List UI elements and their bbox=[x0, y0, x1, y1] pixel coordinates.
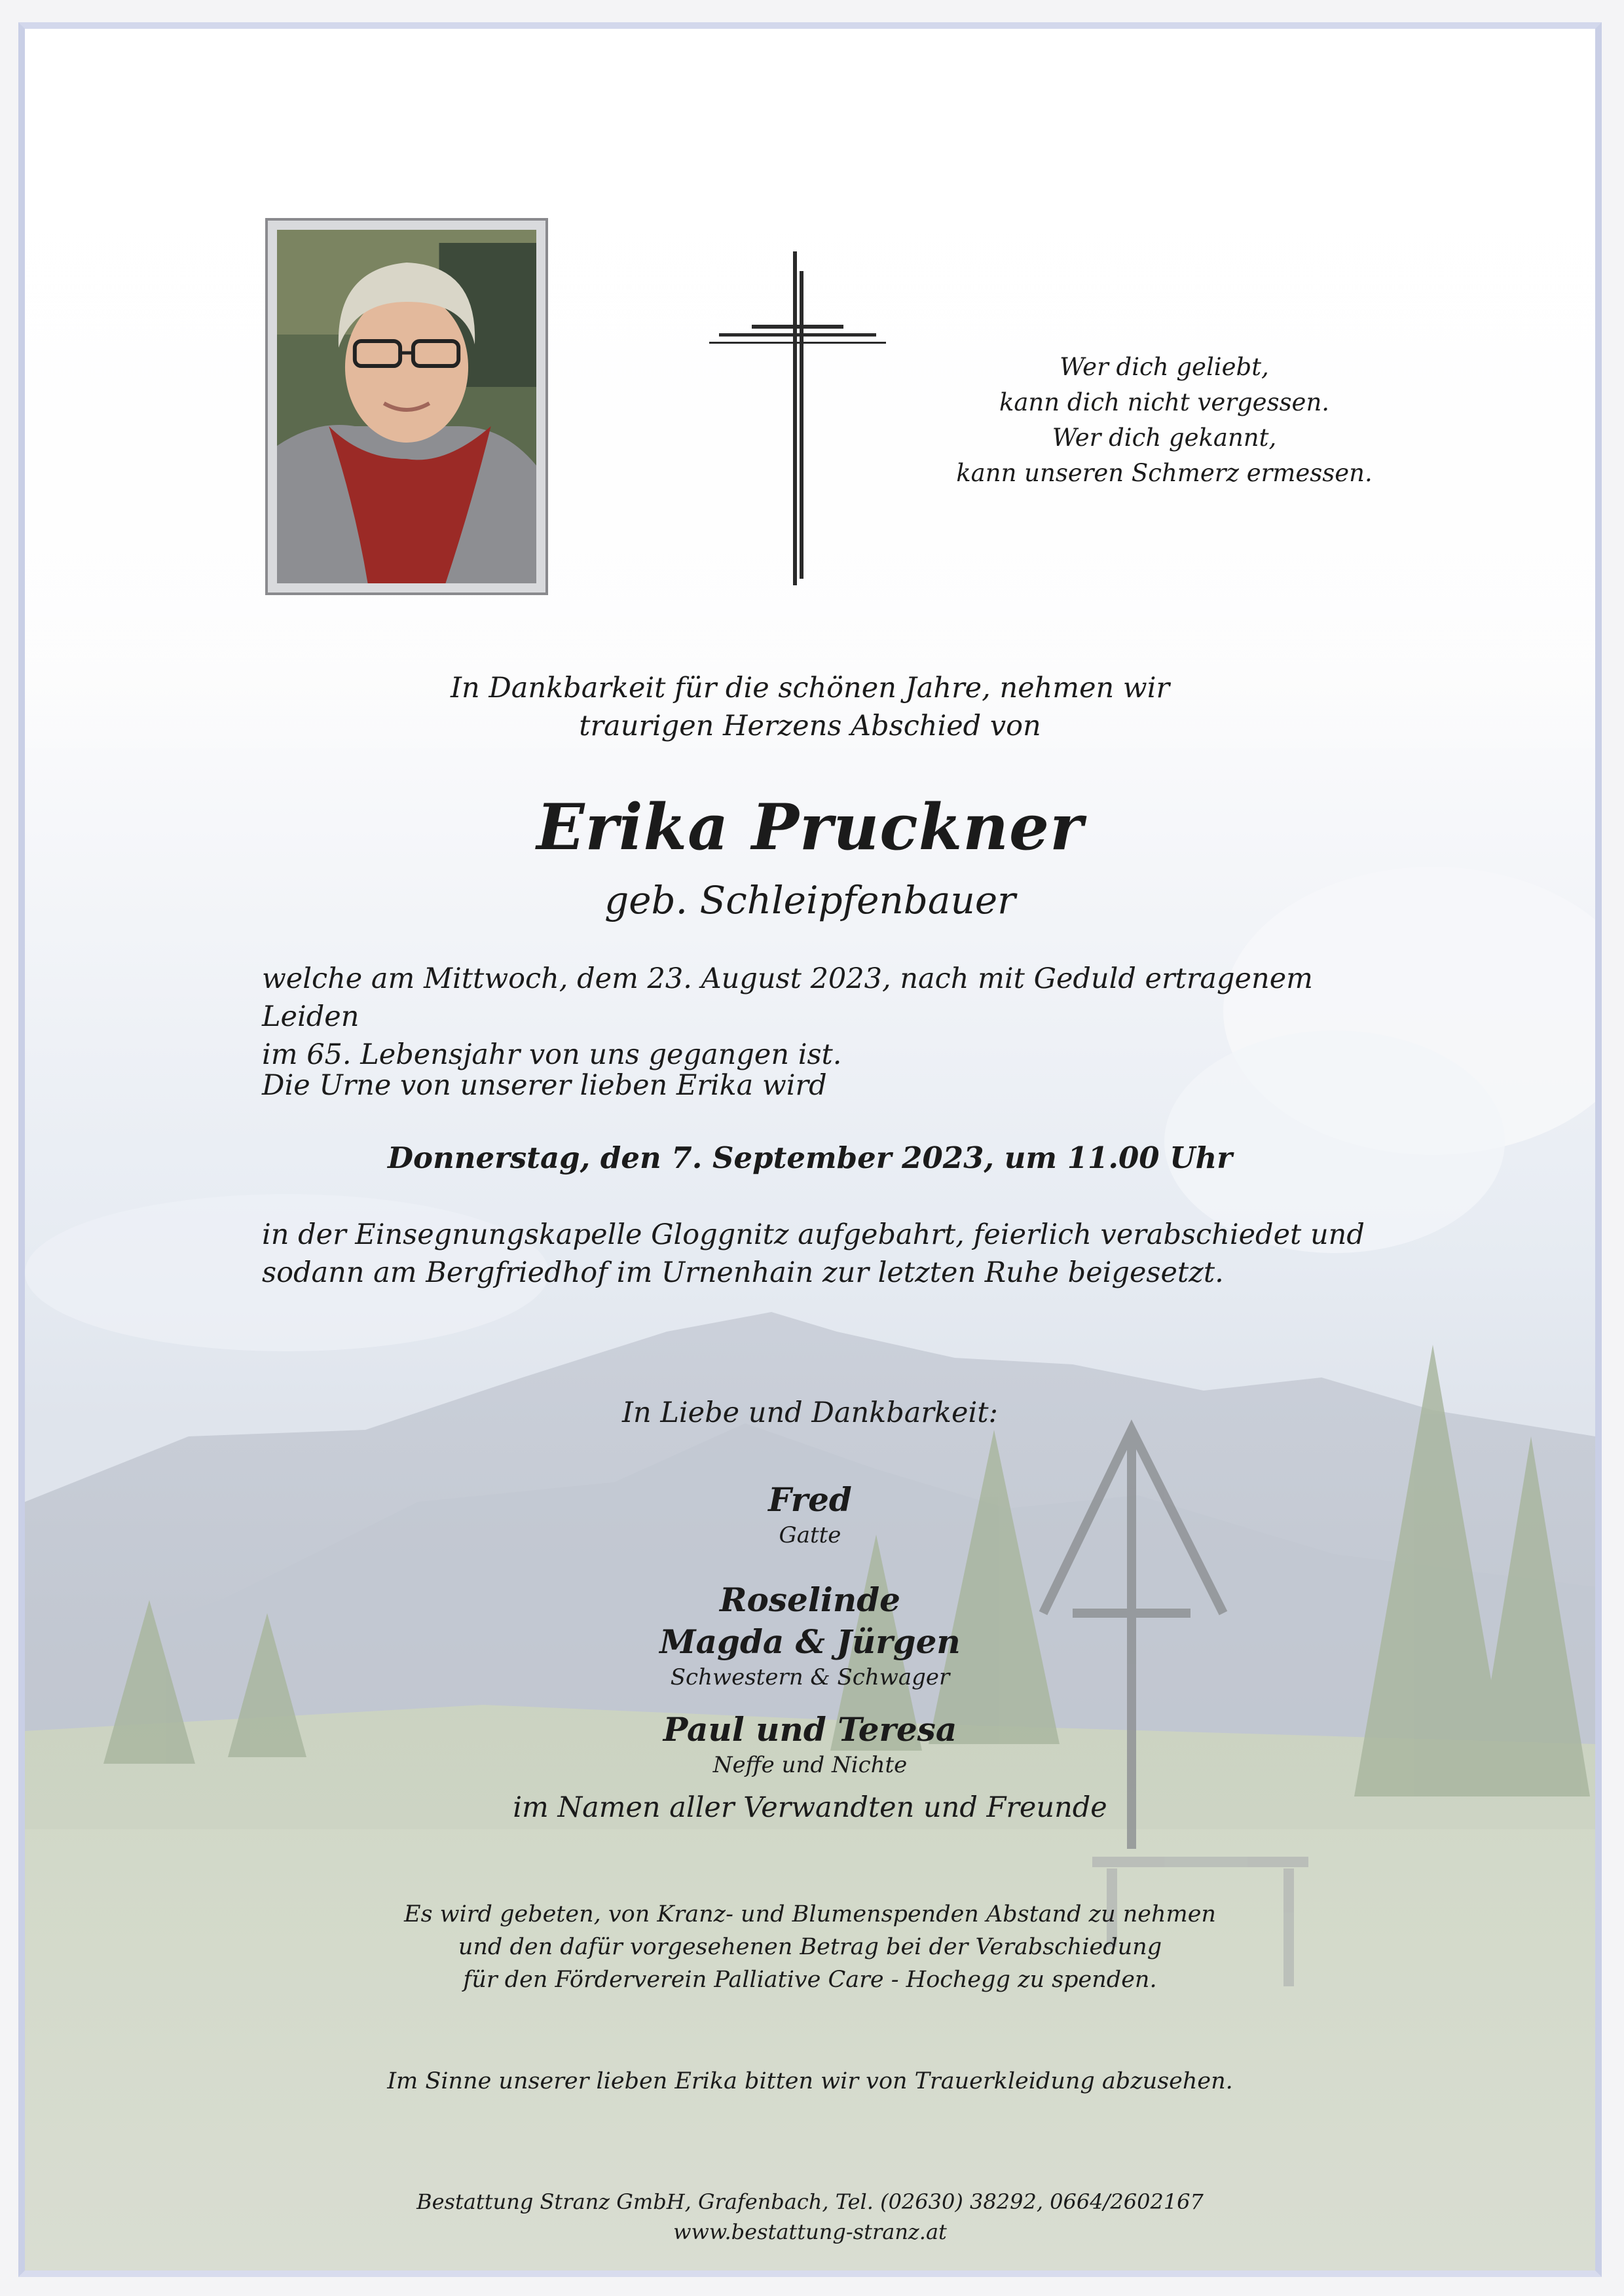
memorial-poem bbox=[929, 350, 1400, 491]
death-line: welche am Mittwoch, dem 23. August 2023, nach mit Geduld ertragenem Leiden bbox=[262, 962, 1313, 1033]
portrait-photo bbox=[265, 218, 548, 595]
ceremony-date: Donnerstag, den 7. September 2023, um 11.00 Uhr bbox=[388, 1140, 1232, 1175]
mourner-group bbox=[25, 1579, 1595, 1692]
mourner-name: Roselinde bbox=[720, 1580, 900, 1619]
mourner-group bbox=[25, 1709, 1595, 1779]
funeral-home-footer bbox=[25, 2187, 1595, 2247]
deceased-name: Erika Pruckner bbox=[536, 790, 1084, 864]
donation-line: Es wird gebeten, von Kranz- und Blumenspenden Abstand zu nehmen bbox=[404, 1901, 1216, 1927]
mourner-relation: Neffe und Nichte bbox=[712, 1752, 908, 1778]
death-line: im 65. Lebensjahr von uns gegangen ist. bbox=[262, 1038, 842, 1071]
attire-request: Im Sinne unserer lieben Erika bitten wir von Trauerkleidung abzusehen. bbox=[387, 2068, 1233, 2094]
mourner-relation: Gatte bbox=[779, 1522, 841, 1548]
portrait-image bbox=[277, 230, 536, 583]
intro-line: traurigen Herzens Abschied von bbox=[579, 710, 1041, 742]
burial-line: sodann am Bergfriedhof im Urnenhain zur letzten Ruhe beigesetzt. bbox=[262, 1256, 1224, 1289]
poem-line: Wer dich gekannt, bbox=[1052, 424, 1277, 452]
donation-line: für den Förderverein Palliative Care - Hochegg zu spenden. bbox=[463, 1967, 1157, 1993]
behalf-line: im Namen aller Verwandten und Freunde bbox=[513, 1791, 1107, 1824]
intro-line: In Dankbarkeit für die schönen Jahre, nehmen wir bbox=[450, 672, 1170, 704]
mourners-heading: In Liebe und Dankbarkeit: bbox=[622, 1396, 998, 1429]
burial-paragraph bbox=[262, 1216, 1375, 1292]
mourner-relation: Schwestern & Schwager bbox=[670, 1664, 950, 1690]
donation-request bbox=[25, 1898, 1595, 1996]
mourner-name: Paul und Teresa bbox=[663, 1710, 957, 1749]
maiden-name: geb. Schleipfenbauer bbox=[604, 878, 1016, 922]
poem-line: kann unseren Schmerz ermessen. bbox=[956, 459, 1373, 487]
mourner-group bbox=[25, 1479, 1595, 1550]
death-paragraph bbox=[262, 960, 1375, 1074]
urn-line: Die Urne von unserer lieben Erika wird bbox=[262, 1069, 827, 1102]
donation-line: und den dafür vorgesehenen Betrag bei der Verabschiedung bbox=[458, 1934, 1162, 1960]
website-link[interactable]: www.bestattung-stranz.at bbox=[673, 2219, 947, 2244]
mourner-name: Fred bbox=[768, 1480, 852, 1519]
company-line: Bestattung Stranz GmbH, Grafenbach, Tel. (02630) 38292, 0664/2602167 bbox=[416, 2189, 1204, 2214]
burial-line: in der Einsegnungskapelle Gloggnitz aufgebahrt, feierlich verabschiedet und bbox=[262, 1218, 1365, 1251]
cross-icon bbox=[709, 251, 886, 585]
intro-text bbox=[25, 669, 1595, 745]
poem-line: kann dich nicht vergessen. bbox=[999, 388, 1330, 416]
mourner-name: Magda & Jürgen bbox=[659, 1622, 961, 1661]
poem-line: Wer dich geliebt, bbox=[1060, 353, 1269, 381]
obituary-card bbox=[25, 29, 1595, 2270]
